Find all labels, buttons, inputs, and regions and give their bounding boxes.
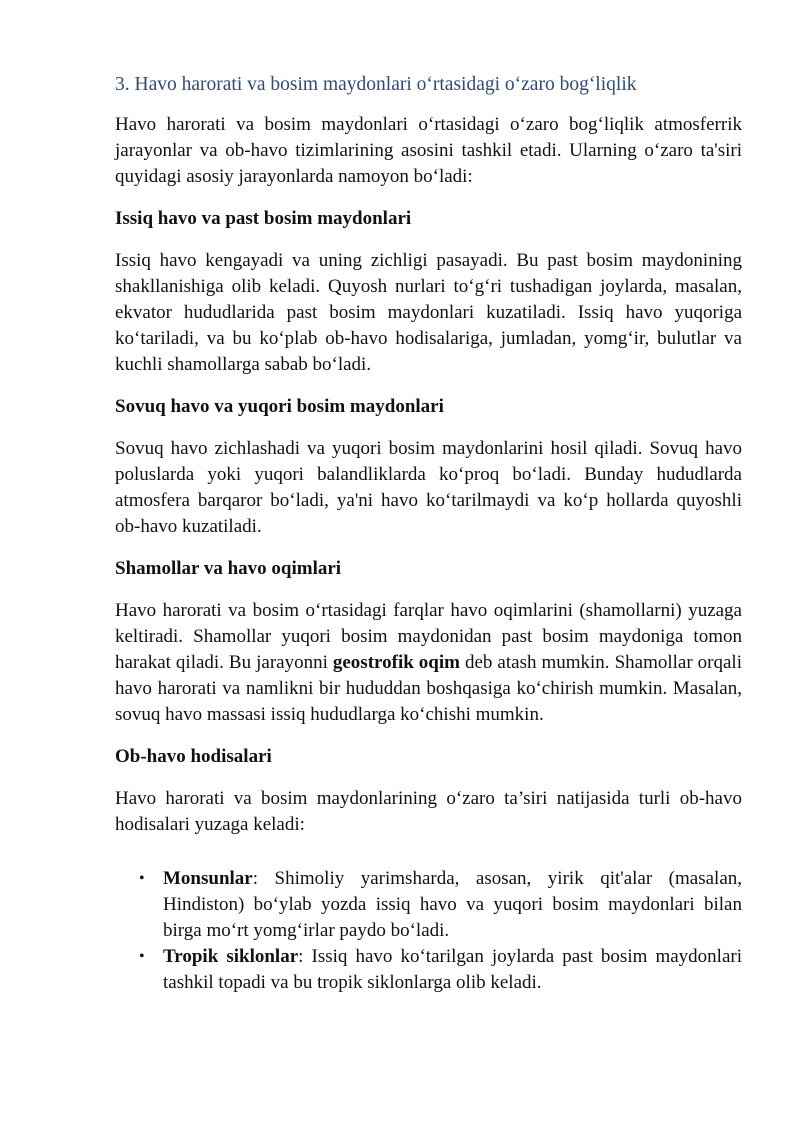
bullet-icon: • xyxy=(139,870,145,887)
winds-paragraph xyxy=(115,598,742,728)
cold-air-paragraph: Sovuq havo zichlashadi va yuqori bosim maydonlarini hosil qiladi. Sovuq havo poluslarda yoki yuqori balandliklarda ko‘proq bo‘ladi. Bunday hududlarda atmosfera barqaror bo‘ladi, ya'ni havo ko‘tarilmaydi va ko‘p hollarda quyoshli ob-havo kuzatiladi. xyxy=(115,438,742,537)
warm-air-paragraph: Issiq havo kengayadi va uning zichligi pasayadi. Bu past bosim maydonining shakllanishiga olib keladi. Quyosh nurlari to‘g‘ri tushadigan joylarda, masalan, ekvator hududlarida past bosim maydonlari kuzatiladi. Issiq havo yuqoriga ko‘tariladi, va bu ko‘plab ob-havo hodisalariga, jumladan, yomg‘ir, bulutlar va kuchli shamollarga sabab bo‘ladi. xyxy=(115,250,742,375)
list-item-term: Monsunlar xyxy=(163,868,253,889)
winds-heading: Shamollar va havo oqimlari xyxy=(115,558,342,579)
list-item-text: : Shimoliy yarimsharda, asosan, yirik qit'alar (masalan, Hindiston) bo‘ylab yozda issiq havo va yuqori bosim maydonlari bilan birga mo‘rt yomg‘irlar paydo bo‘ladi. xyxy=(163,868,742,941)
weather-paragraph: Havo harorati va bosim maydonlarining o‘zaro ta’siri natijasida turli ob-havo hodisalari yuzaga keladi: xyxy=(115,788,742,835)
intro-paragraph: Havo harorati va bosim maydonlari o‘rtasidagi o‘zaro bog‘liqlik atmosferrik jarayonlar va ob-havo tizimlarining asosini tashkil etadi. Ularning o‘zaro ta'siri quyidagi asosiy jarayonlarda namoyon bo‘ladi: xyxy=(115,114,742,187)
list-item xyxy=(115,944,742,996)
winds-text-before: Havo harorati va bosim o‘rtasidagi farqlar havo oqimlarini (shamollarni) yuzaga keltiradi. Shamollar yuqori bosim maydonidan past bosim maydoniga tomon harakat qiladi. Bu jarayonni xyxy=(115,600,742,673)
weather-phenomena-list xyxy=(115,866,742,996)
geostrophic-term: geostrofik oqim xyxy=(332,652,460,673)
list-item-text: : Issiq havo ko‘tarilgan joylarda past bosim maydonlari tashkil topadi va bu tropik siklonlarga olib keladi. xyxy=(163,946,742,993)
winds-text-after: deb atash mumkin. Shamollar orqali havo harorati va namlikni bir hududdan boshqasiga ko‘chirish mumkin. Masalan, sovuq havo massasi issiq hududlarga ko‘chishi mumkin. xyxy=(115,652,742,725)
warm-air-heading: Issiq havo va past bosim maydonlari xyxy=(115,208,412,229)
document-page xyxy=(115,72,742,996)
section-heading: 3. Havo harorati va bosim maydonlari o‘rtasidagi o‘zaro bog‘liqlik xyxy=(115,74,637,95)
weather-heading: Ob-havo hodisalari xyxy=(115,746,272,767)
list-item-term: Tropik siklonlar xyxy=(163,946,299,967)
cold-air-heading: Sovuq havo va yuqori bosim maydonlari xyxy=(115,396,444,417)
bullet-icon: • xyxy=(139,948,145,965)
list-item xyxy=(115,866,742,944)
